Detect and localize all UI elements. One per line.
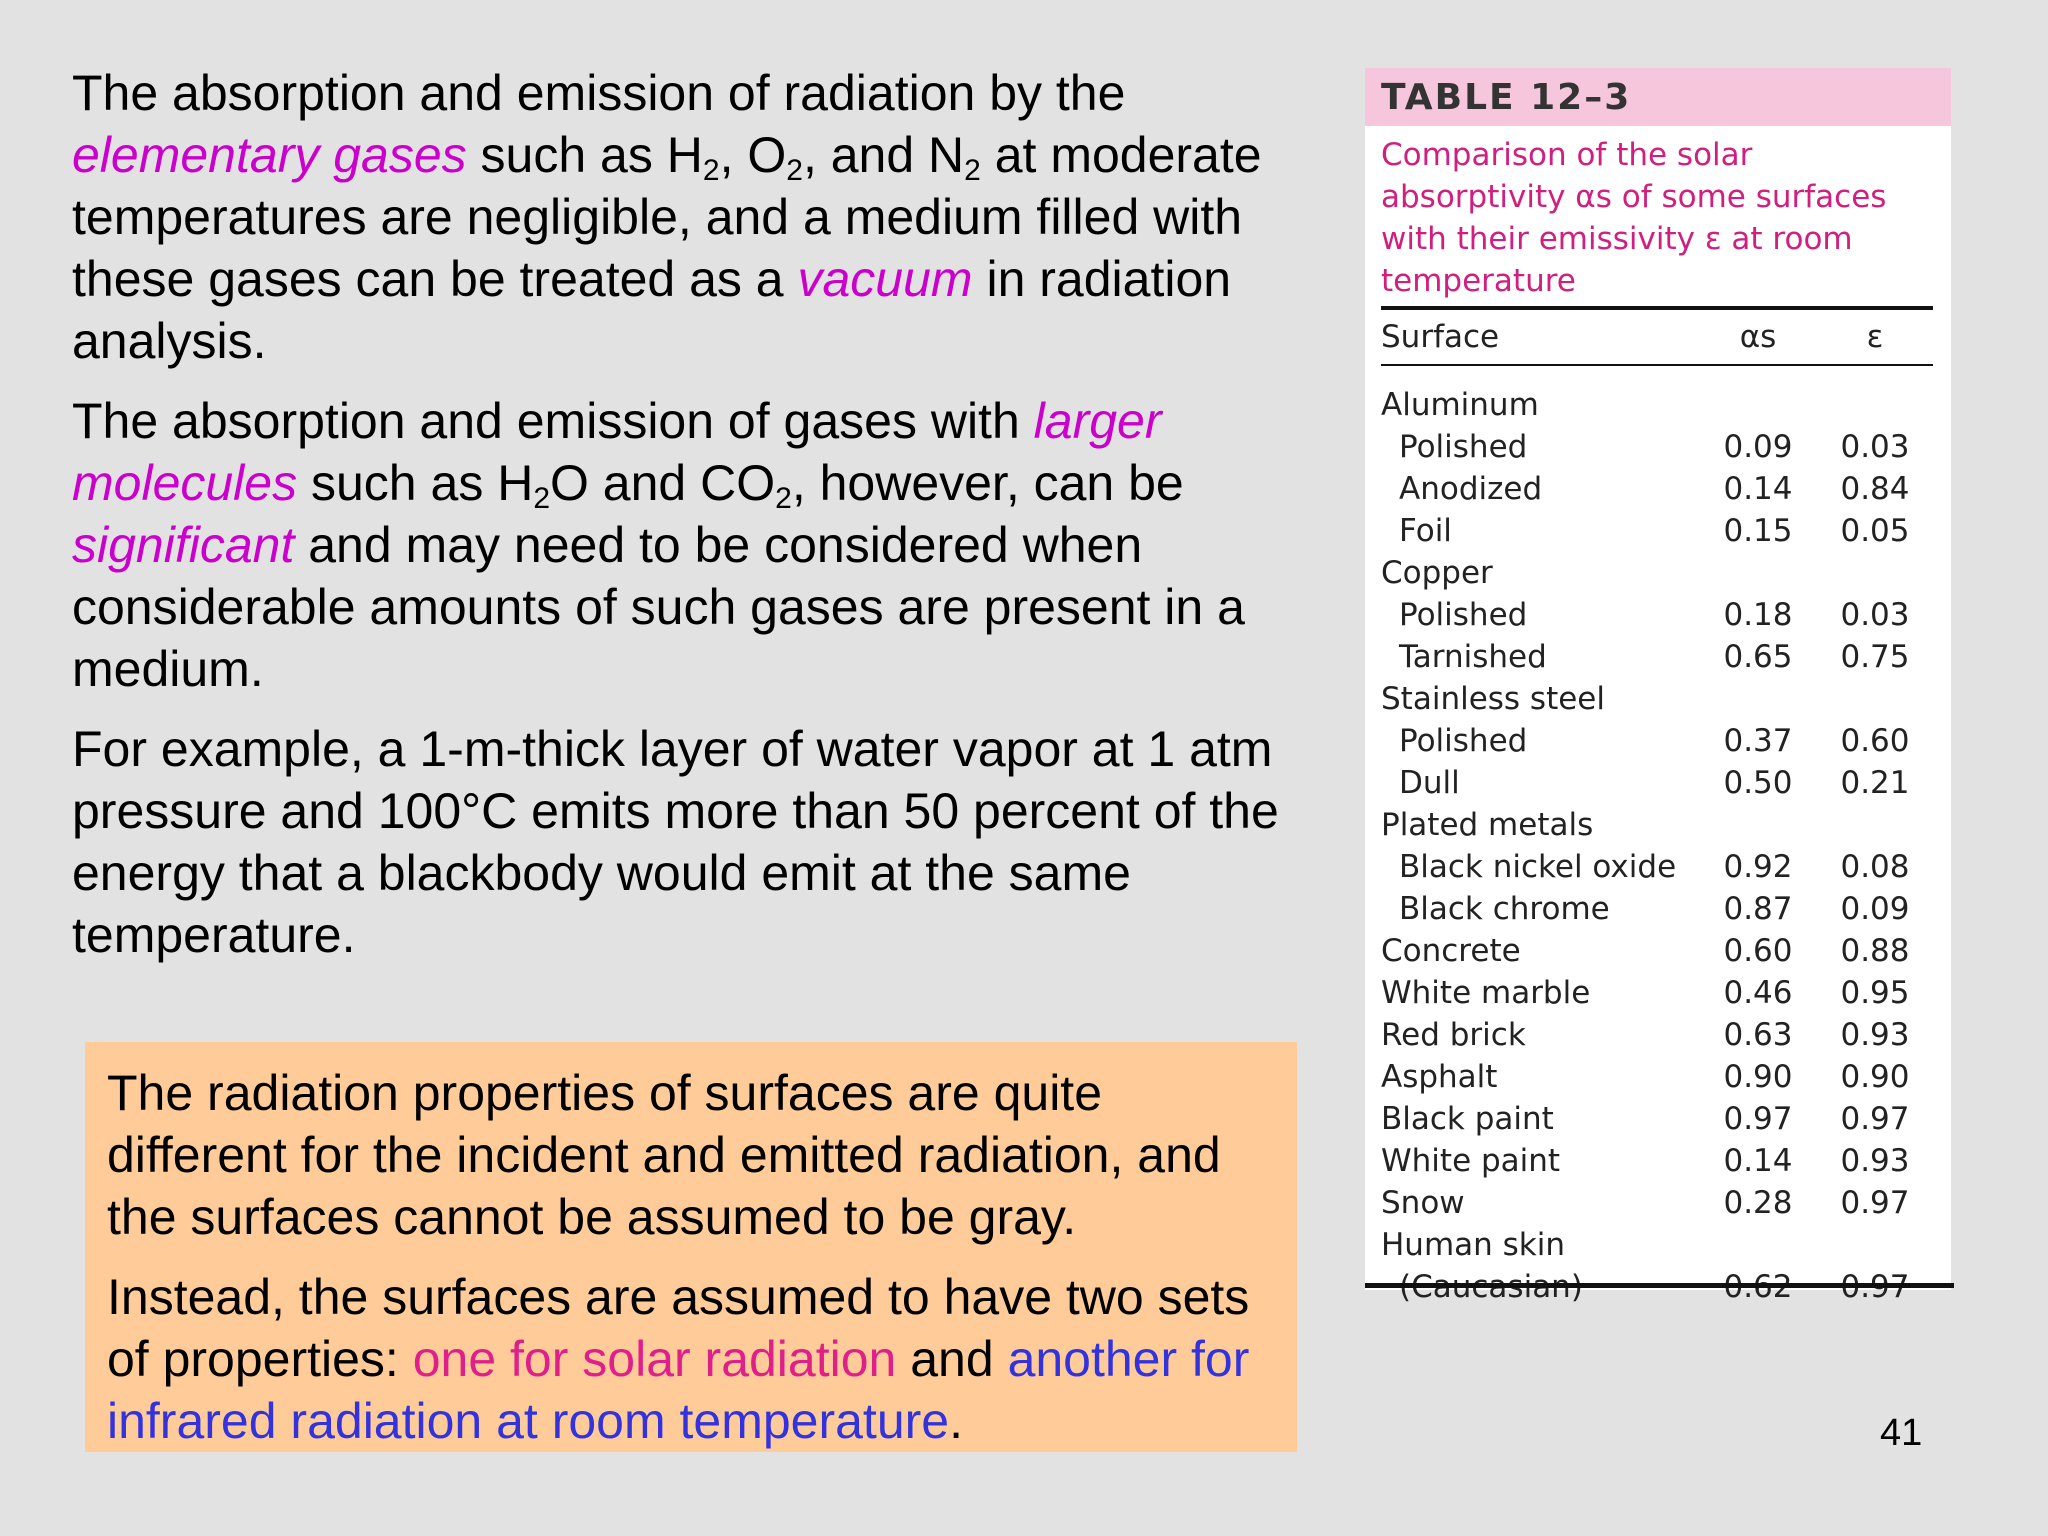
cell-epsilon: 0.08 (1840, 849, 1910, 885)
table-row (1381, 365, 1933, 426)
cell-alpha: 0.15 (1723, 513, 1793, 549)
cell-epsilon: 0.09 (1840, 891, 1910, 927)
cell-alpha: 0.28 (1723, 1185, 1793, 1221)
table-body (1381, 365, 1933, 1308)
table-row (1381, 762, 1933, 804)
cell-surface: Polished (1399, 723, 1528, 759)
cell-epsilon: 0.21 (1840, 765, 1910, 801)
cell-alpha: 0.09 (1723, 429, 1793, 465)
cell-alpha: 0.60 (1723, 933, 1793, 969)
cell-epsilon: 0.75 (1840, 639, 1910, 675)
table-bottom-rule (1365, 1283, 1954, 1288)
cell-alpha: 0.46 (1723, 975, 1793, 1011)
cell-surface: Anodized (1399, 471, 1543, 507)
table-row (1381, 1098, 1933, 1140)
table-panel (1365, 68, 1951, 1290)
table-row (1381, 1014, 1933, 1056)
cell-epsilon: 0.03 (1840, 429, 1910, 465)
cell-surface: Stainless steel (1381, 681, 1605, 717)
table-row (1381, 972, 1933, 1014)
table-header-row (1381, 308, 1933, 365)
cell-epsilon: 0.05 (1840, 513, 1910, 549)
cell-surface: Human skin (1381, 1227, 1566, 1263)
cell-surface: Dull (1399, 765, 1460, 801)
table-row (1381, 510, 1933, 552)
table-row (1381, 678, 1933, 720)
cell-surface: Polished (1399, 597, 1528, 633)
table-row (1381, 636, 1933, 678)
cell-alpha: 0.18 (1723, 597, 1793, 633)
cell-alpha: 0.97 (1723, 1101, 1793, 1137)
table-row (1381, 846, 1933, 888)
cell-surface: Red brick (1381, 1017, 1526, 1053)
table-row (1381, 804, 1933, 846)
header-surface: Surface (1381, 308, 1699, 365)
cell-alpha: 0.92 (1723, 849, 1793, 885)
table-row (1381, 1140, 1933, 1182)
cell-alpha (1699, 1224, 1817, 1266)
cell-alpha (1699, 365, 1817, 426)
cell-alpha: 0.14 (1723, 471, 1793, 507)
table-row (1381, 1182, 1933, 1224)
cell-epsilon: 0.60 (1840, 723, 1910, 759)
table-caption: Comparison of the solar absorptivity αs of some surfaces with their emissivity ε at room temperature (1381, 137, 1887, 299)
cell-surface: Foil (1399, 513, 1452, 549)
emphasis-elementary-gases: elementary gases (72, 127, 467, 183)
cell-epsilon: 0.97 (1840, 1185, 1910, 1221)
paragraph-example: For example, a 1-m-thick layer of water vapor at 1 atm pressure and 100°C emits more than 50 percent of the energy that a blackbody would emit at the same temperature. (72, 721, 1279, 963)
table-row (1381, 468, 1933, 510)
table-row (1381, 426, 1933, 468)
absorptivity-table (1381, 306, 1933, 1308)
note-paragraph-1: The radiation properties of surfaces are quite different for the incident and emitted radiation, and the surfaces cannot be assumed to be gray. (107, 1065, 1221, 1245)
cell-alpha: 0.50 (1723, 765, 1793, 801)
cell-alpha: 0.65 (1723, 639, 1793, 675)
cell-alpha: 0.14 (1723, 1143, 1793, 1179)
cell-epsilon (1817, 804, 1933, 846)
cell-epsilon: 0.03 (1840, 597, 1910, 633)
header-epsilon: ε (1817, 308, 1933, 365)
note-solar-highlight: one for solar radiation (412, 1331, 897, 1387)
cell-surface: Aluminum (1381, 387, 1539, 423)
cell-surface: White marble (1381, 975, 1591, 1011)
cell-surface: Asphalt (1381, 1059, 1498, 1095)
note-paragraph-2: Instead, the surfaces are assumed to have two sets of properties: one for solar radiation and another for infrared radiation at room temperature. (107, 1269, 1250, 1449)
cell-surface: Copper (1381, 555, 1493, 591)
table-row (1381, 720, 1933, 762)
cell-surface: Tarnished (1399, 639, 1547, 675)
cell-surface: Black chrome (1399, 891, 1610, 927)
note-box (85, 1042, 1297, 1452)
cell-surface: Black nickel oxide (1399, 849, 1677, 885)
table-heading: TABLE 12–3 (1365, 68, 1951, 126)
cell-alpha (1699, 678, 1817, 720)
cell-alpha (1699, 804, 1817, 846)
table-row (1381, 594, 1933, 636)
header-alpha: αs (1699, 308, 1817, 365)
cell-surface: Black paint (1381, 1101, 1554, 1137)
cell-epsilon: 0.84 (1840, 471, 1910, 507)
paragraph-larger-molecules: The absorption and emission of gases with larger molecules such as $H_2O$ and $CO_2$, however, can be significant and may need to be considered when considerable amounts of such gases are present in a medium. (72, 393, 1245, 697)
cell-alpha: 0.63 (1723, 1017, 1793, 1053)
cell-surface: Plated metals (1381, 807, 1594, 843)
emphasis-significant: significant (72, 517, 295, 573)
table-row (1381, 888, 1933, 930)
main-text (72, 62, 1332, 984)
cell-surface: Concrete (1381, 933, 1521, 969)
table-row (1381, 930, 1933, 972)
cell-epsilon: 0.90 (1840, 1059, 1910, 1095)
emphasis-larger-molecules: larger molecules (72, 393, 1162, 511)
cell-alpha: 0.90 (1723, 1059, 1793, 1095)
cell-alpha: 0.37 (1723, 723, 1793, 759)
cell-alpha (1699, 552, 1817, 594)
table-row (1381, 1056, 1933, 1098)
cell-epsilon: 0.93 (1840, 1017, 1910, 1053)
table-row (1381, 552, 1933, 594)
paragraph-elementary-gases: The absorption and emission of radiation by the elementary gases such as $H_2$, $O_2$, and $N_2$ at moderate temperatures are negligible, and a medium filled with these gases can be treated as a vacuum in radiation analysis. (72, 65, 1262, 369)
cell-surface: Polished (1399, 429, 1528, 465)
cell-epsilon (1817, 1224, 1933, 1266)
cell-surface: White paint (1381, 1143, 1561, 1179)
cell-alpha: 0.87 (1723, 891, 1793, 927)
cell-surface: Snow (1381, 1185, 1465, 1221)
cell-epsilon: 0.95 (1840, 975, 1910, 1011)
emphasis-vacuum: vacuum (797, 251, 973, 307)
note-infrared-highlight: another for infrared radiation at room temperature (107, 1331, 1250, 1449)
cell-epsilon: 0.93 (1840, 1143, 1910, 1179)
table-row (1381, 1224, 1933, 1266)
cell-epsilon: 0.97 (1840, 1101, 1910, 1137)
cell-epsilon (1817, 365, 1933, 426)
cell-epsilon (1817, 552, 1933, 594)
cell-epsilon: 0.88 (1840, 933, 1910, 969)
page-number: 41 (1880, 1412, 1923, 1454)
cell-epsilon (1817, 678, 1933, 720)
